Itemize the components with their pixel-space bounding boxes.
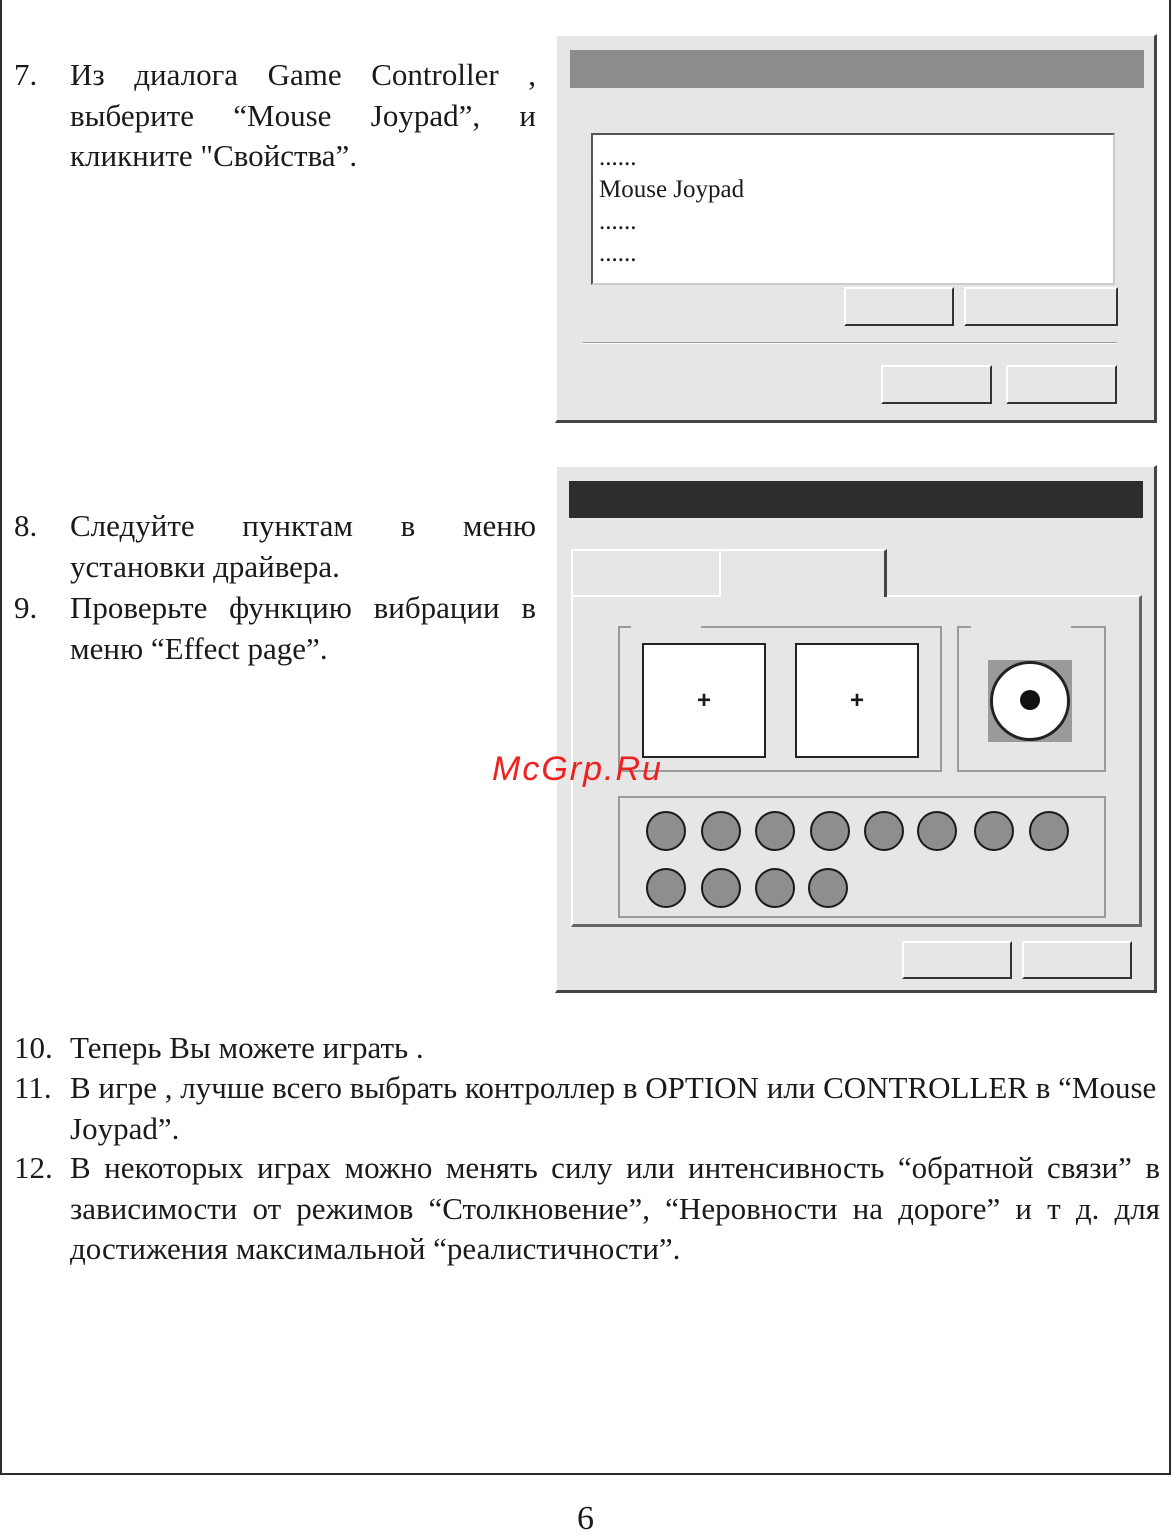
- step-10: [14, 1028, 1160, 1069]
- controller-list-item[interactable]: ......: [599, 208, 637, 235]
- effect-button-12[interactable]: [808, 868, 848, 908]
- step-12-number: 12.: [14, 1150, 53, 1185]
- axis-z-box: [795, 643, 919, 758]
- page-number: 6: [577, 1500, 594, 1537]
- effect-button-11[interactable]: [755, 868, 795, 908]
- step-7-text: Из диалога Game Controller , выберите “Mouse Joypad”, и кликните "Свойства”.: [70, 57, 536, 173]
- step-7: [14, 55, 536, 185]
- effect-buttons-group: [618, 796, 1106, 918]
- cancel-button[interactable]: [1022, 941, 1132, 979]
- tab-effect-page[interactable]: [719, 549, 887, 597]
- cancel-button[interactable]: [1006, 365, 1117, 404]
- effect-button-9[interactable]: [646, 868, 686, 908]
- step-8-text: Следуйте пунктам в меню установки драйвера.: [70, 508, 536, 584]
- step-11: [14, 1068, 1160, 1150]
- axes-group-label-gap: [631, 625, 701, 629]
- axis-xy-box: [642, 643, 766, 758]
- crosshair-icon: +: [849, 686, 864, 714]
- step-9-number: 9.: [14, 590, 38, 625]
- properties-button[interactable]: [964, 287, 1118, 326]
- effect-button-8[interactable]: [1029, 811, 1069, 851]
- tab-general[interactable]: [571, 549, 719, 597]
- controller-list-item-mouse-joypad[interactable]: Mouse Joypad: [599, 176, 745, 203]
- step-8-number: 8.: [14, 508, 38, 543]
- effect-button-7[interactable]: [974, 811, 1014, 851]
- step-9: [14, 588, 536, 670]
- pov-hat-box: [988, 660, 1072, 742]
- effect-button-3[interactable]: [755, 811, 795, 851]
- pov-indicator-icon: [1020, 690, 1040, 710]
- dialog-title-bar: [569, 481, 1143, 518]
- effect-button-1[interactable]: [646, 811, 686, 851]
- pov-group-label-gap: [971, 625, 1071, 629]
- controller-list-item[interactable]: ......: [599, 240, 637, 267]
- step-10-text: Теперь Вы можете играть .: [70, 1030, 424, 1065]
- step-7-number: 7.: [14, 57, 38, 92]
- step-11-text: В игре , лучше всего выбрать контроллер в OPTION или CONTROLLER в “Mouse Joypad”.: [70, 1070, 1157, 1146]
- watermark: McGrp.Ru: [492, 750, 663, 788]
- step-11-number: 11.: [14, 1070, 52, 1105]
- effect-button-4[interactable]: [810, 811, 850, 851]
- controller-list[interactable]: [591, 133, 1115, 285]
- game-controllers-dialog: [555, 34, 1157, 423]
- step-12: [14, 1148, 1160, 1272]
- dialog-separator: [583, 342, 1117, 344]
- step-12-text: В некоторых играх можно менять силу или интенсивность “обратной связи” в зависимости от режимов “Столкновение”, “Неровности на дороге” и т д. для достижения максимальной “реалистичности”.: [70, 1150, 1160, 1266]
- dialog-title-bar: [570, 50, 1144, 88]
- effect-button-6[interactable]: [917, 811, 957, 851]
- effect-button-2[interactable]: [701, 811, 741, 851]
- effect-button-10[interactable]: [701, 868, 741, 908]
- step-9-text: Проверьте функцию вибрации в меню “Effect page”.: [70, 590, 536, 666]
- joypad-properties-dialog: [555, 465, 1157, 993]
- controller-list-item[interactable]: ......: [599, 144, 637, 171]
- step-10-number: 10.: [14, 1030, 53, 1065]
- crosshair-icon: +: [696, 686, 711, 714]
- ok-button[interactable]: [902, 941, 1012, 979]
- add-button[interactable]: [844, 287, 954, 326]
- step-8: [14, 506, 536, 588]
- ok-button[interactable]: [881, 365, 992, 404]
- effect-button-5[interactable]: [864, 811, 904, 851]
